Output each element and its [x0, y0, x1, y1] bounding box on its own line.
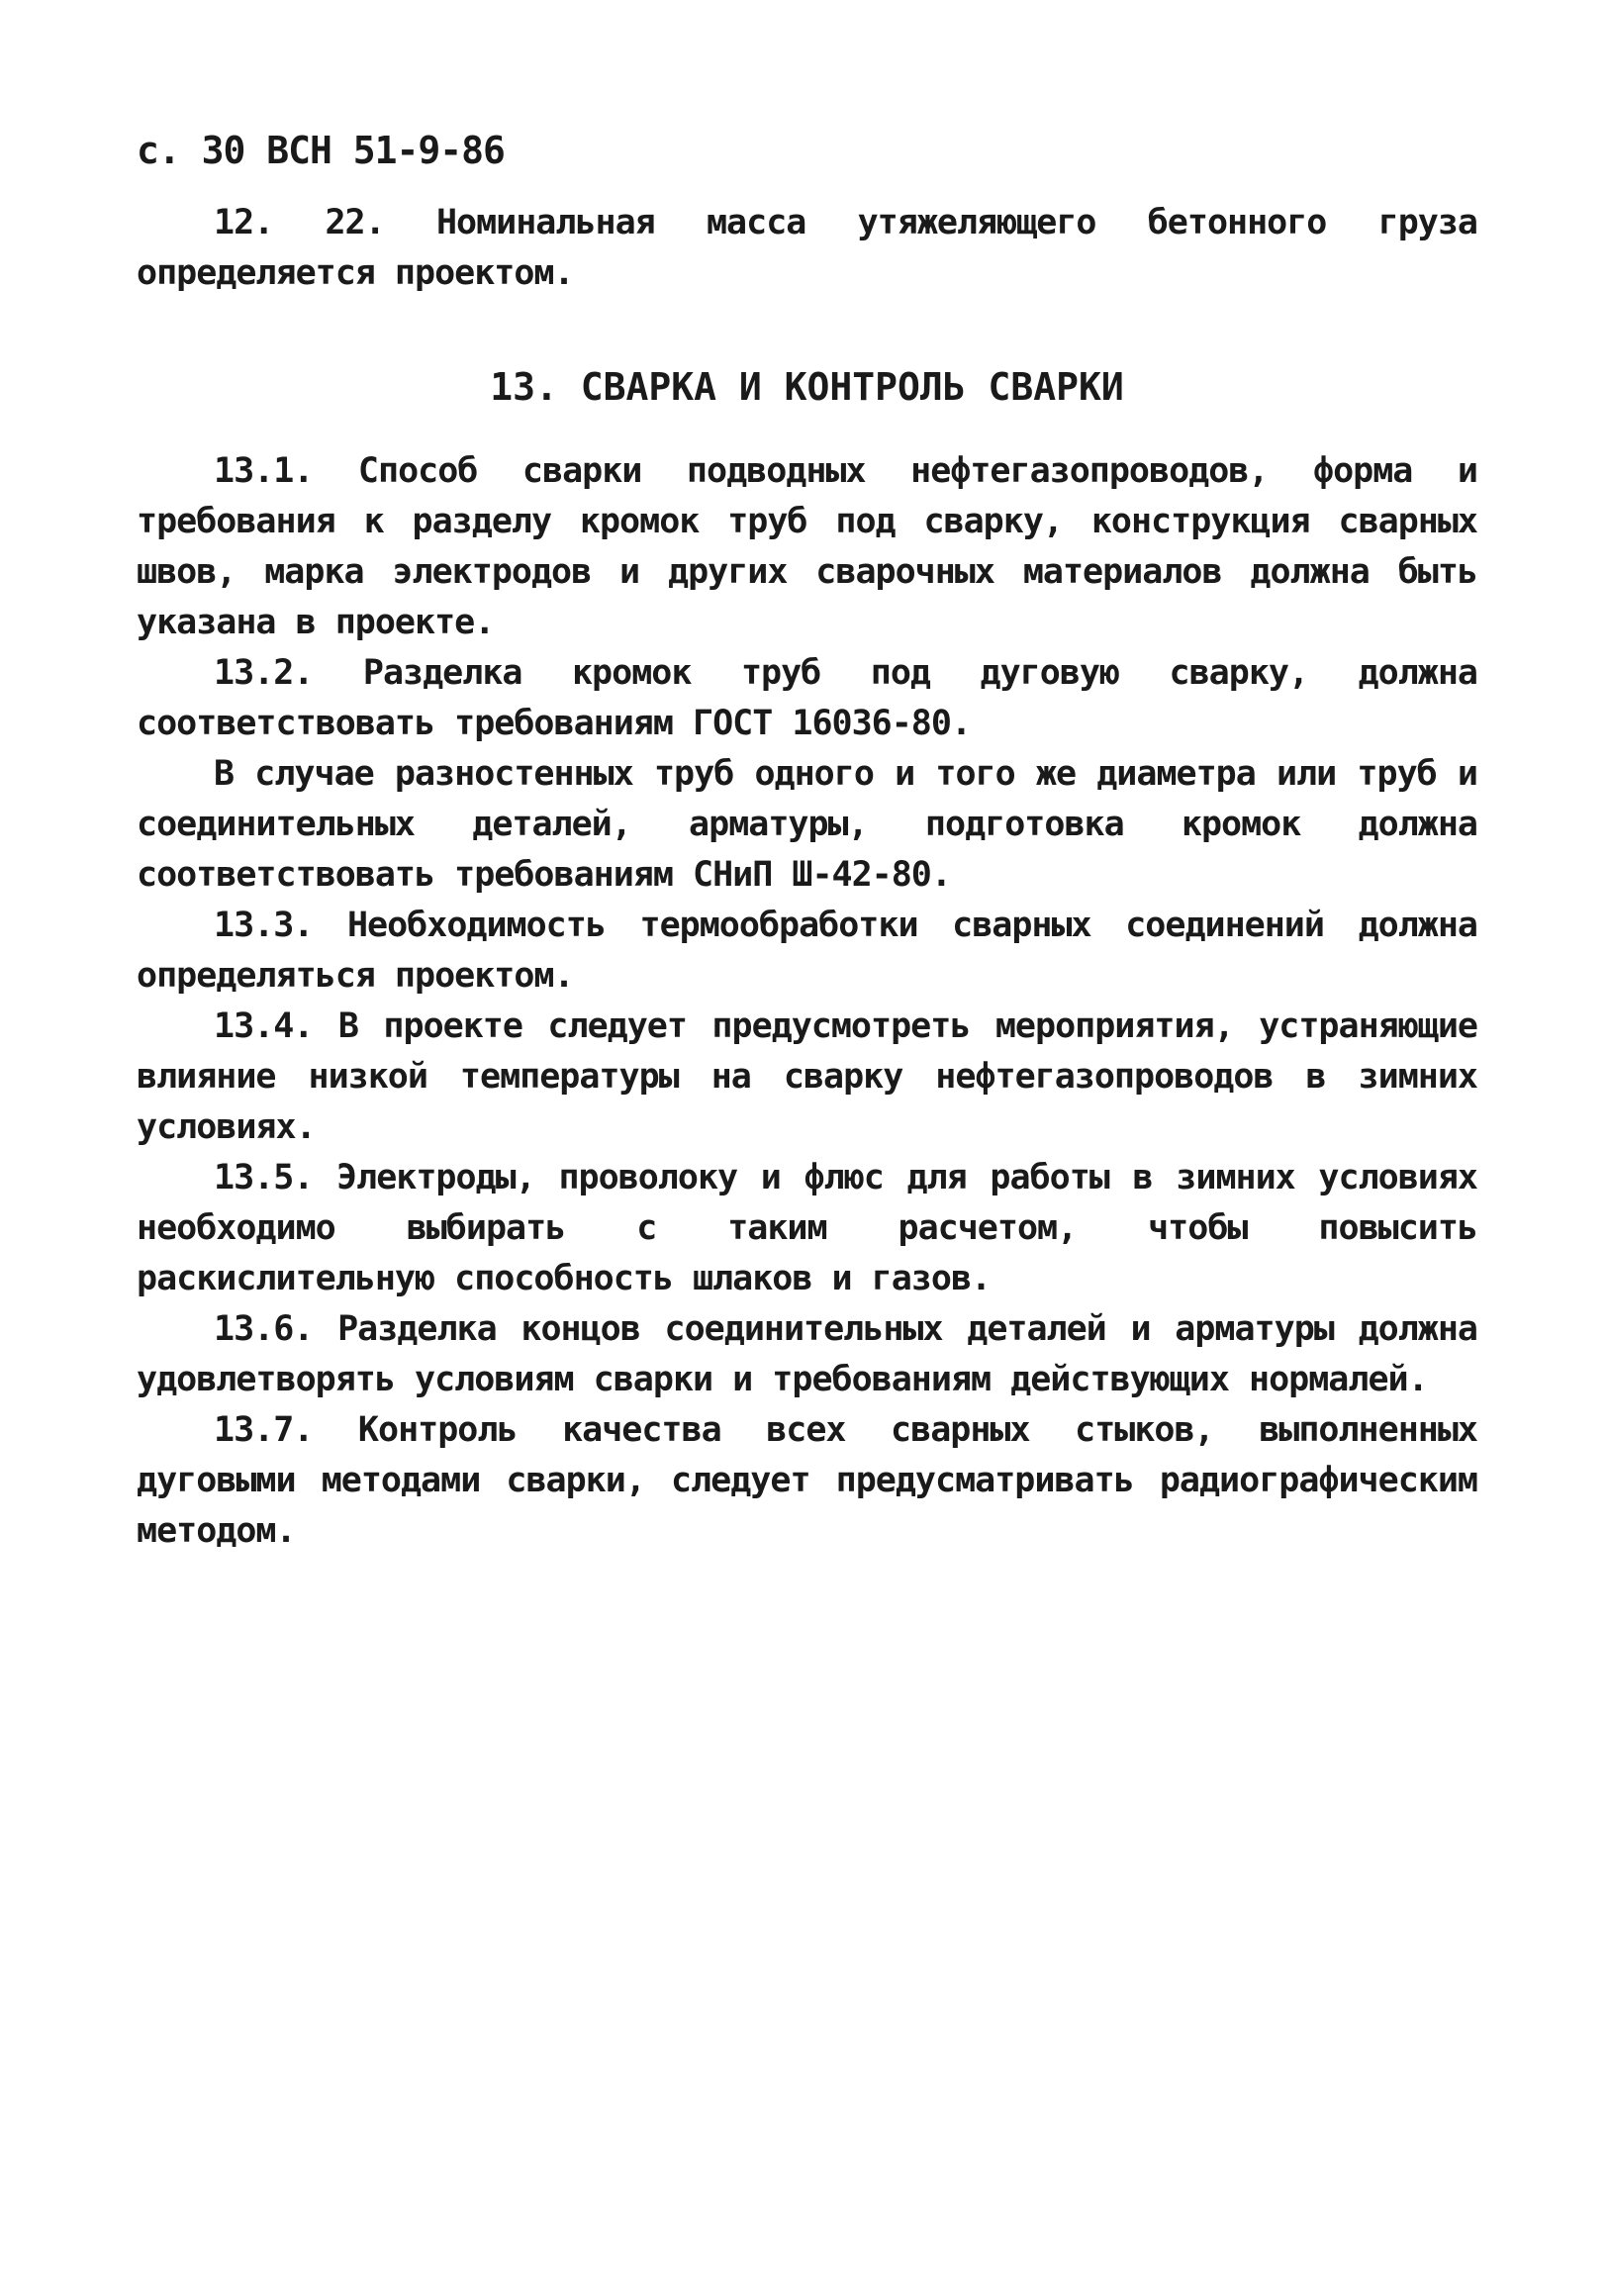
- paragraph-13-1: 13.1. Способ сварки подводных нефтегазопроводов, форма и требования к разделу кромок труб под сварку, конструкция сварных швов, марка электродов и других сварочных материалов должна быть указана в проекте.: [137, 451, 1477, 642]
- document-body: [137, 198, 1477, 1557]
- paragraph-13-6: 13.6. Разделка концов соединительных деталей и арматуры должна удовлетворять условиям сварки и требованиям действующих нормалей.: [137, 1309, 1477, 1399]
- paragraph-13-4: 13.4. В проекте следует предусмотреть мероприятия, устраняющие влияние низкой температуры на сварку нефтегазопроводов в зимних условиях.: [137, 1006, 1477, 1147]
- paragraph-13-3: 13.3. Необходимость термообработки сварных соединений должна определяться проектом.: [137, 906, 1477, 996]
- paragraph-13-2: 13.2. Разделка кромок труб под дуговую сварку, должна соответствовать требованиям ГОСТ 16036-80.: [137, 653, 1477, 743]
- section-title: 13. СВАРКА И КОНТРОЛЬ СВАРКИ: [490, 365, 1124, 409]
- paragraph-12-22: 12. 22. Номинальная масса утяжеляющего бетонного груза определяется проектом.: [137, 203, 1477, 293]
- paragraph-13-2-cont: В случае разностенных труб одного и того же диаметра или труб и соединительных деталей, арматуры, подготовка кромок должна соответствовать требованиям СНиП Ш-42-80.: [137, 754, 1477, 895]
- page-header: с. 30 ВСН 51-9-86: [137, 129, 505, 172]
- paragraph-13-5: 13.5. Электроды, проволоку и флюс для работы в зимних условиях необходимо выбирать с таким расчетом, чтобы повысить раскислительную способность шлаков и газов.: [137, 1158, 1477, 1298]
- paragraph-13-7: 13.7. Контроль качества всех сварных стыков, выполненных дуговыми методами сварки, следует предусматривать радиографическим методом.: [137, 1410, 1477, 1551]
